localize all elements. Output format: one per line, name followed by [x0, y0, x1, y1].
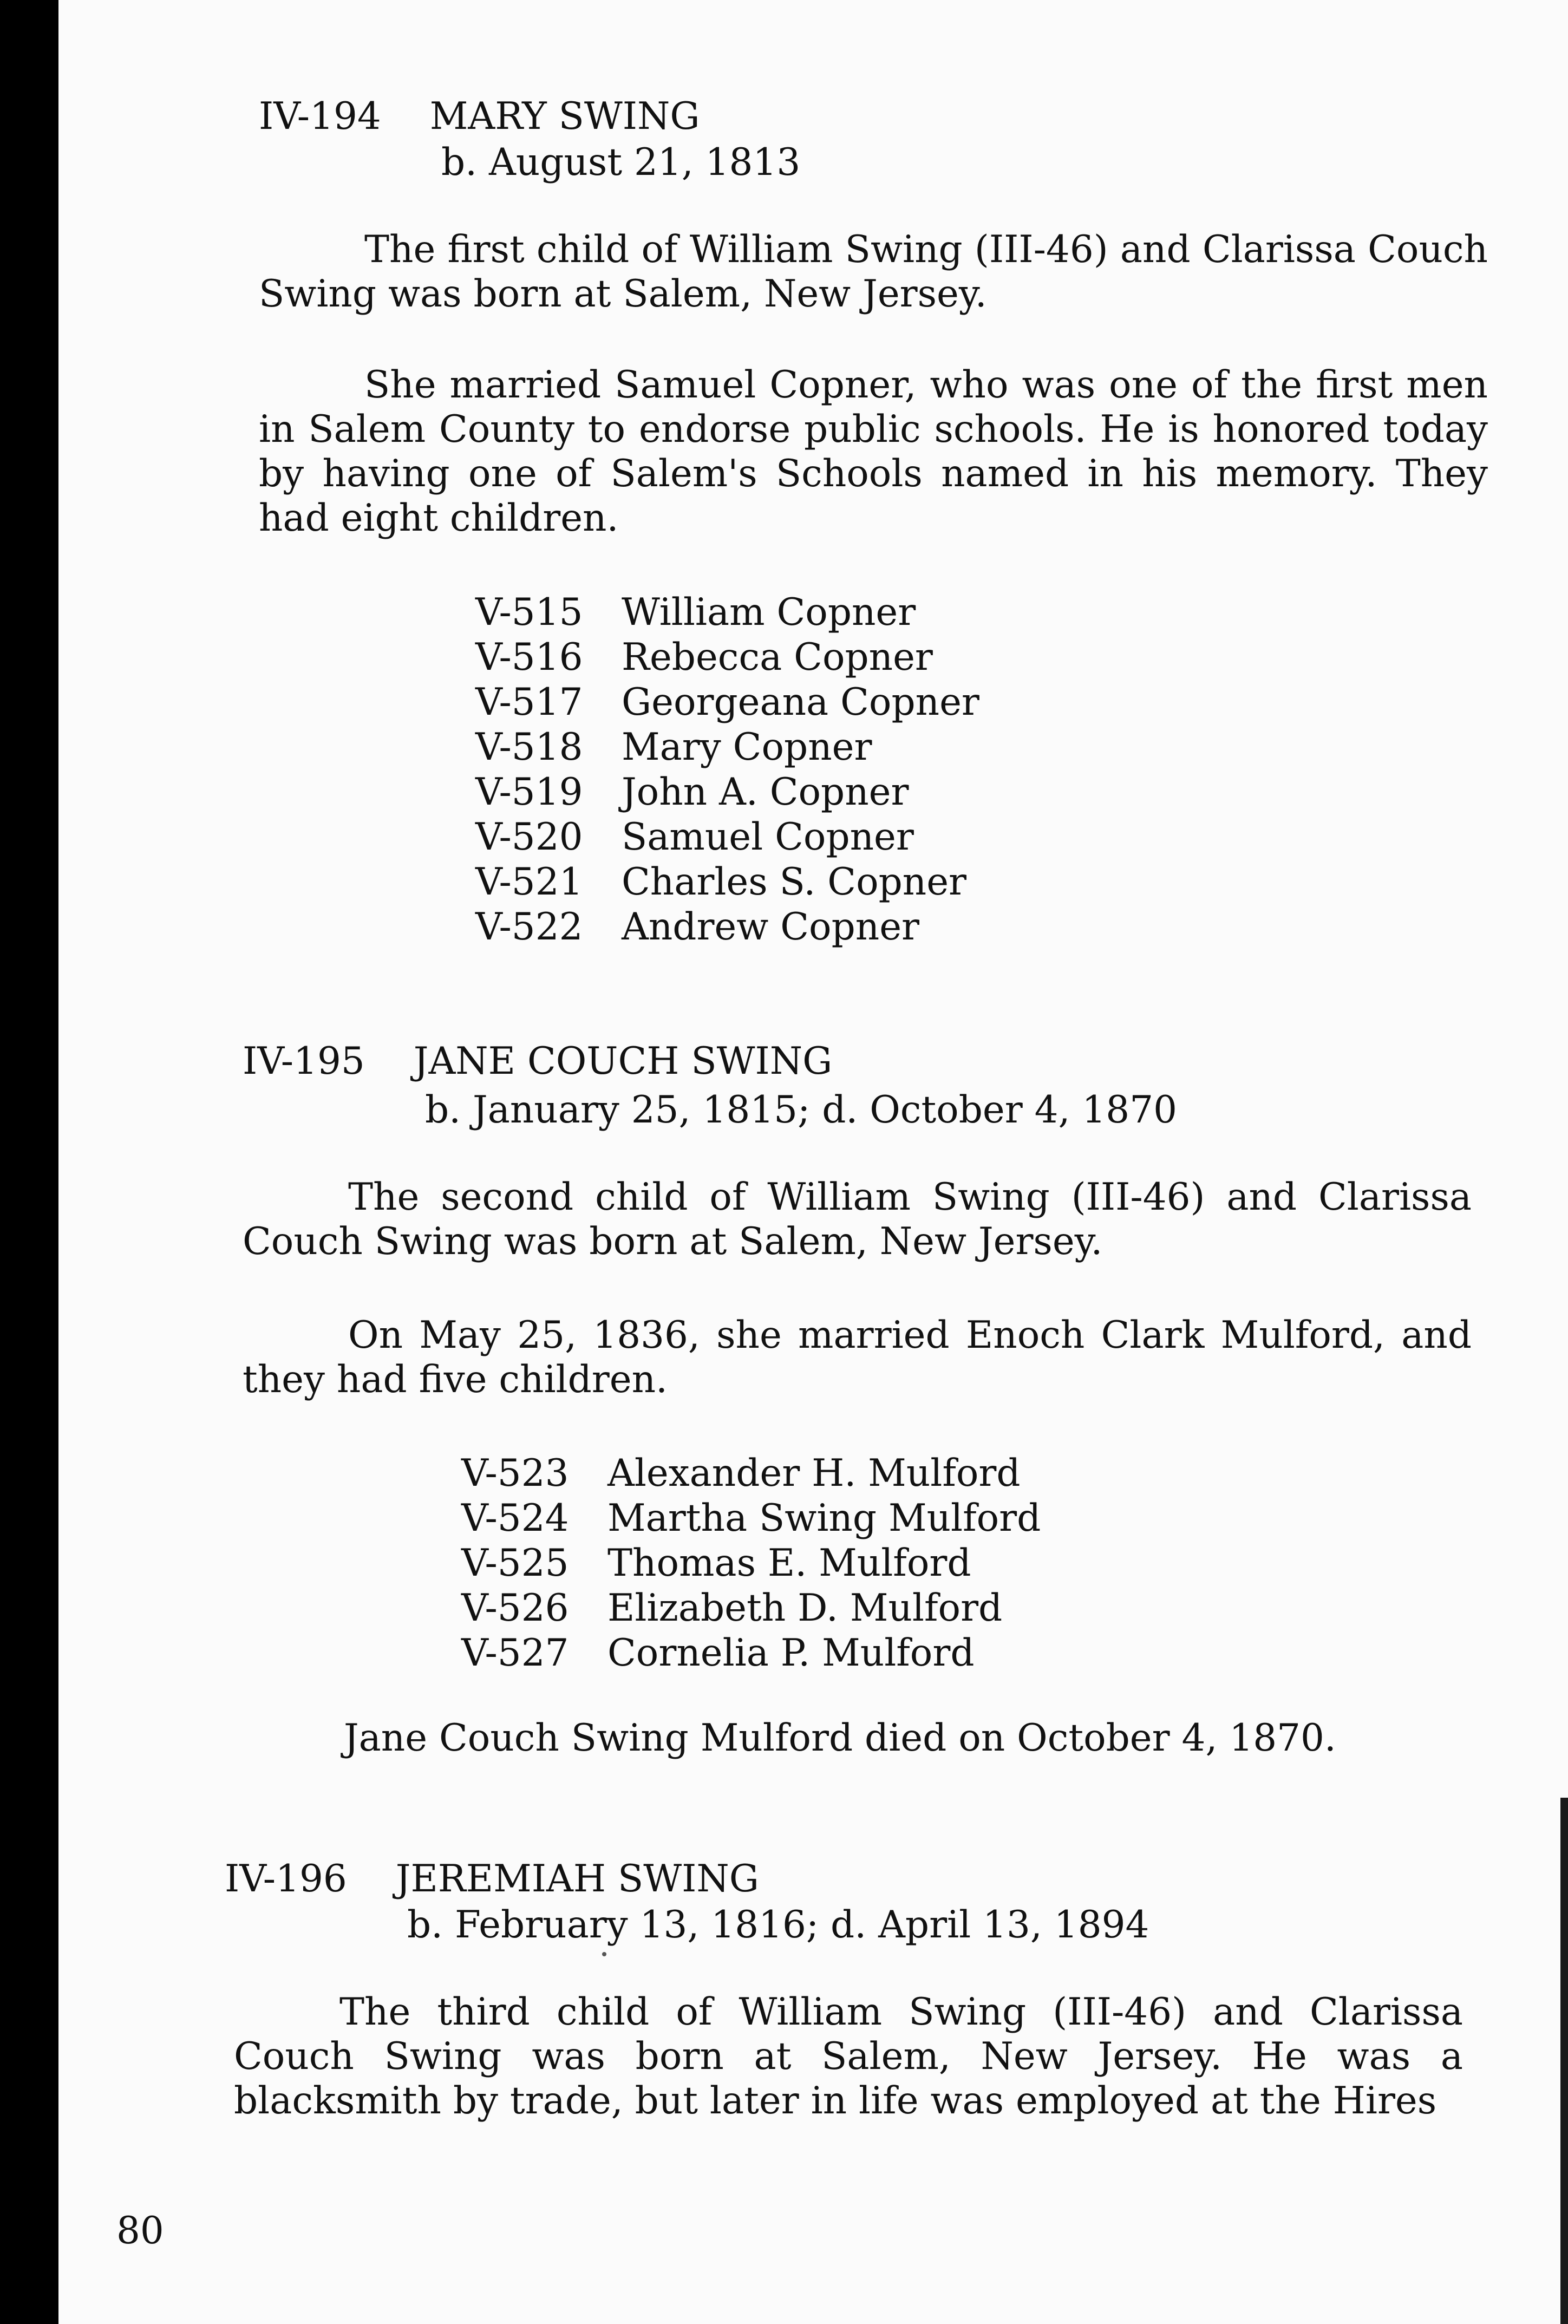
scan-left-border: [0, 0, 58, 2324]
child-item: [461, 1541, 1041, 1586]
page-number: 80: [116, 2209, 164, 2253]
child-id: V-526: [461, 1587, 569, 1630]
child-item: [461, 1631, 1041, 1676]
child-id: V-517: [475, 681, 583, 724]
child-item: [461, 1451, 1041, 1496]
entry-195-paragraph-1: [243, 1175, 1472, 1264]
child-name: Alexander H. Mulford: [607, 1452, 1021, 1495]
child-name: Elizabeth D. Mulford: [607, 1587, 1003, 1630]
paragraph-text: She married Samuel Copner, who was one of the first men in Salem County to endorse public schools. He is honored today by having one of Salem's Schools named in his memory. They had eight children.: [259, 363, 1488, 540]
entry-195-dates: b. January 25, 1815; d. October 4, 1870: [425, 1088, 1177, 1132]
entry-196-paragraph-1: [234, 1990, 1463, 2123]
entry-196-dates: b. February 13, 1816; d. April 13, 1894: [407, 1903, 1149, 1947]
child-item: [475, 860, 979, 905]
child-name: Georgeana Copner: [622, 681, 979, 724]
paragraph-text: On May 25, 1836, she married Enoch Clark Mulford, and they had five children.: [243, 1314, 1472, 1401]
child-name: Samuel Copner: [622, 815, 914, 859]
entry-194-children: [475, 590, 979, 950]
paragraph-text: The third child of William Swing (III-46) and Clarissa Couch Swing was born at Salem, New Jersey. He was a blacksmith by trade, but later in life was employed at the Hires: [234, 1990, 1463, 2123]
child-name: John A. Copner: [622, 771, 909, 814]
child-item: [461, 1586, 1041, 1631]
entry-194-id: IV-194: [259, 95, 381, 138]
entry-194-paragraph-2: [259, 363, 1488, 540]
child-item: [475, 680, 979, 725]
paragraph-text: The first child of William Swing (III-46) and Clarissa Couch Swing was born at Salem, New Jersey.: [259, 228, 1488, 316]
child-item: [475, 725, 979, 770]
entry-194-dates: b. August 21, 1813: [441, 141, 801, 184]
child-id: V-519: [475, 771, 583, 814]
child-name: Rebecca Copner: [622, 636, 933, 679]
child-id: V-518: [475, 726, 583, 769]
child-name: Mary Copner: [622, 726, 872, 769]
child-id: V-520: [475, 815, 583, 859]
child-name: Thomas E. Mulford: [607, 1542, 971, 1585]
child-name: Charles S. Copner: [622, 860, 967, 904]
child-id: V-522: [475, 905, 583, 949]
entry-195-children: [461, 1451, 1041, 1676]
child-name: Cornelia P. Mulford: [607, 1631, 975, 1675]
child-item: [475, 770, 979, 815]
child-item: [461, 1496, 1041, 1541]
entry-194-name: MARY SWING: [429, 95, 700, 138]
child-name: Andrew Copner: [622, 905, 920, 949]
child-id: V-525: [461, 1542, 569, 1585]
scan-speck: [602, 1952, 606, 1956]
child-item: [475, 815, 979, 860]
child-id: V-521: [475, 860, 583, 904]
child-id: V-516: [475, 636, 583, 679]
entry-195-id: IV-195: [243, 1040, 365, 1083]
entry-194-paragraph-1: [259, 227, 1488, 316]
child-name: William Copner: [622, 591, 916, 634]
child-item: [475, 590, 979, 635]
entry-195-closing: Jane Couch Swing Mulford died on October 4, 1870.: [344, 1716, 1336, 1760]
entry-196-header: [225, 1857, 759, 1901]
child-id: V-515: [475, 591, 583, 634]
child-name: Martha Swing Mulford: [607, 1497, 1041, 1540]
child-id: V-524: [461, 1497, 569, 1540]
entry-195-name: JANE COUCH SWING: [413, 1040, 833, 1083]
paragraph-text: The second child of William Swing (III-46) and Clarissa Couch Swing was born at Salem, New Jersey.: [243, 1176, 1472, 1263]
entry-195-header: [243, 1040, 832, 1083]
scan-right-border: [1560, 1798, 1568, 2324]
entry-195-paragraph-2: [243, 1313, 1472, 1402]
entry-196-name: JEREMIAH SWING: [395, 1857, 759, 1901]
child-item: [475, 635, 979, 680]
entry-196-id: IV-196: [225, 1857, 347, 1901]
child-id: V-527: [461, 1631, 569, 1675]
child-id: V-523: [461, 1452, 569, 1495]
child-item: [475, 905, 979, 950]
entry-194-header: [259, 95, 700, 138]
